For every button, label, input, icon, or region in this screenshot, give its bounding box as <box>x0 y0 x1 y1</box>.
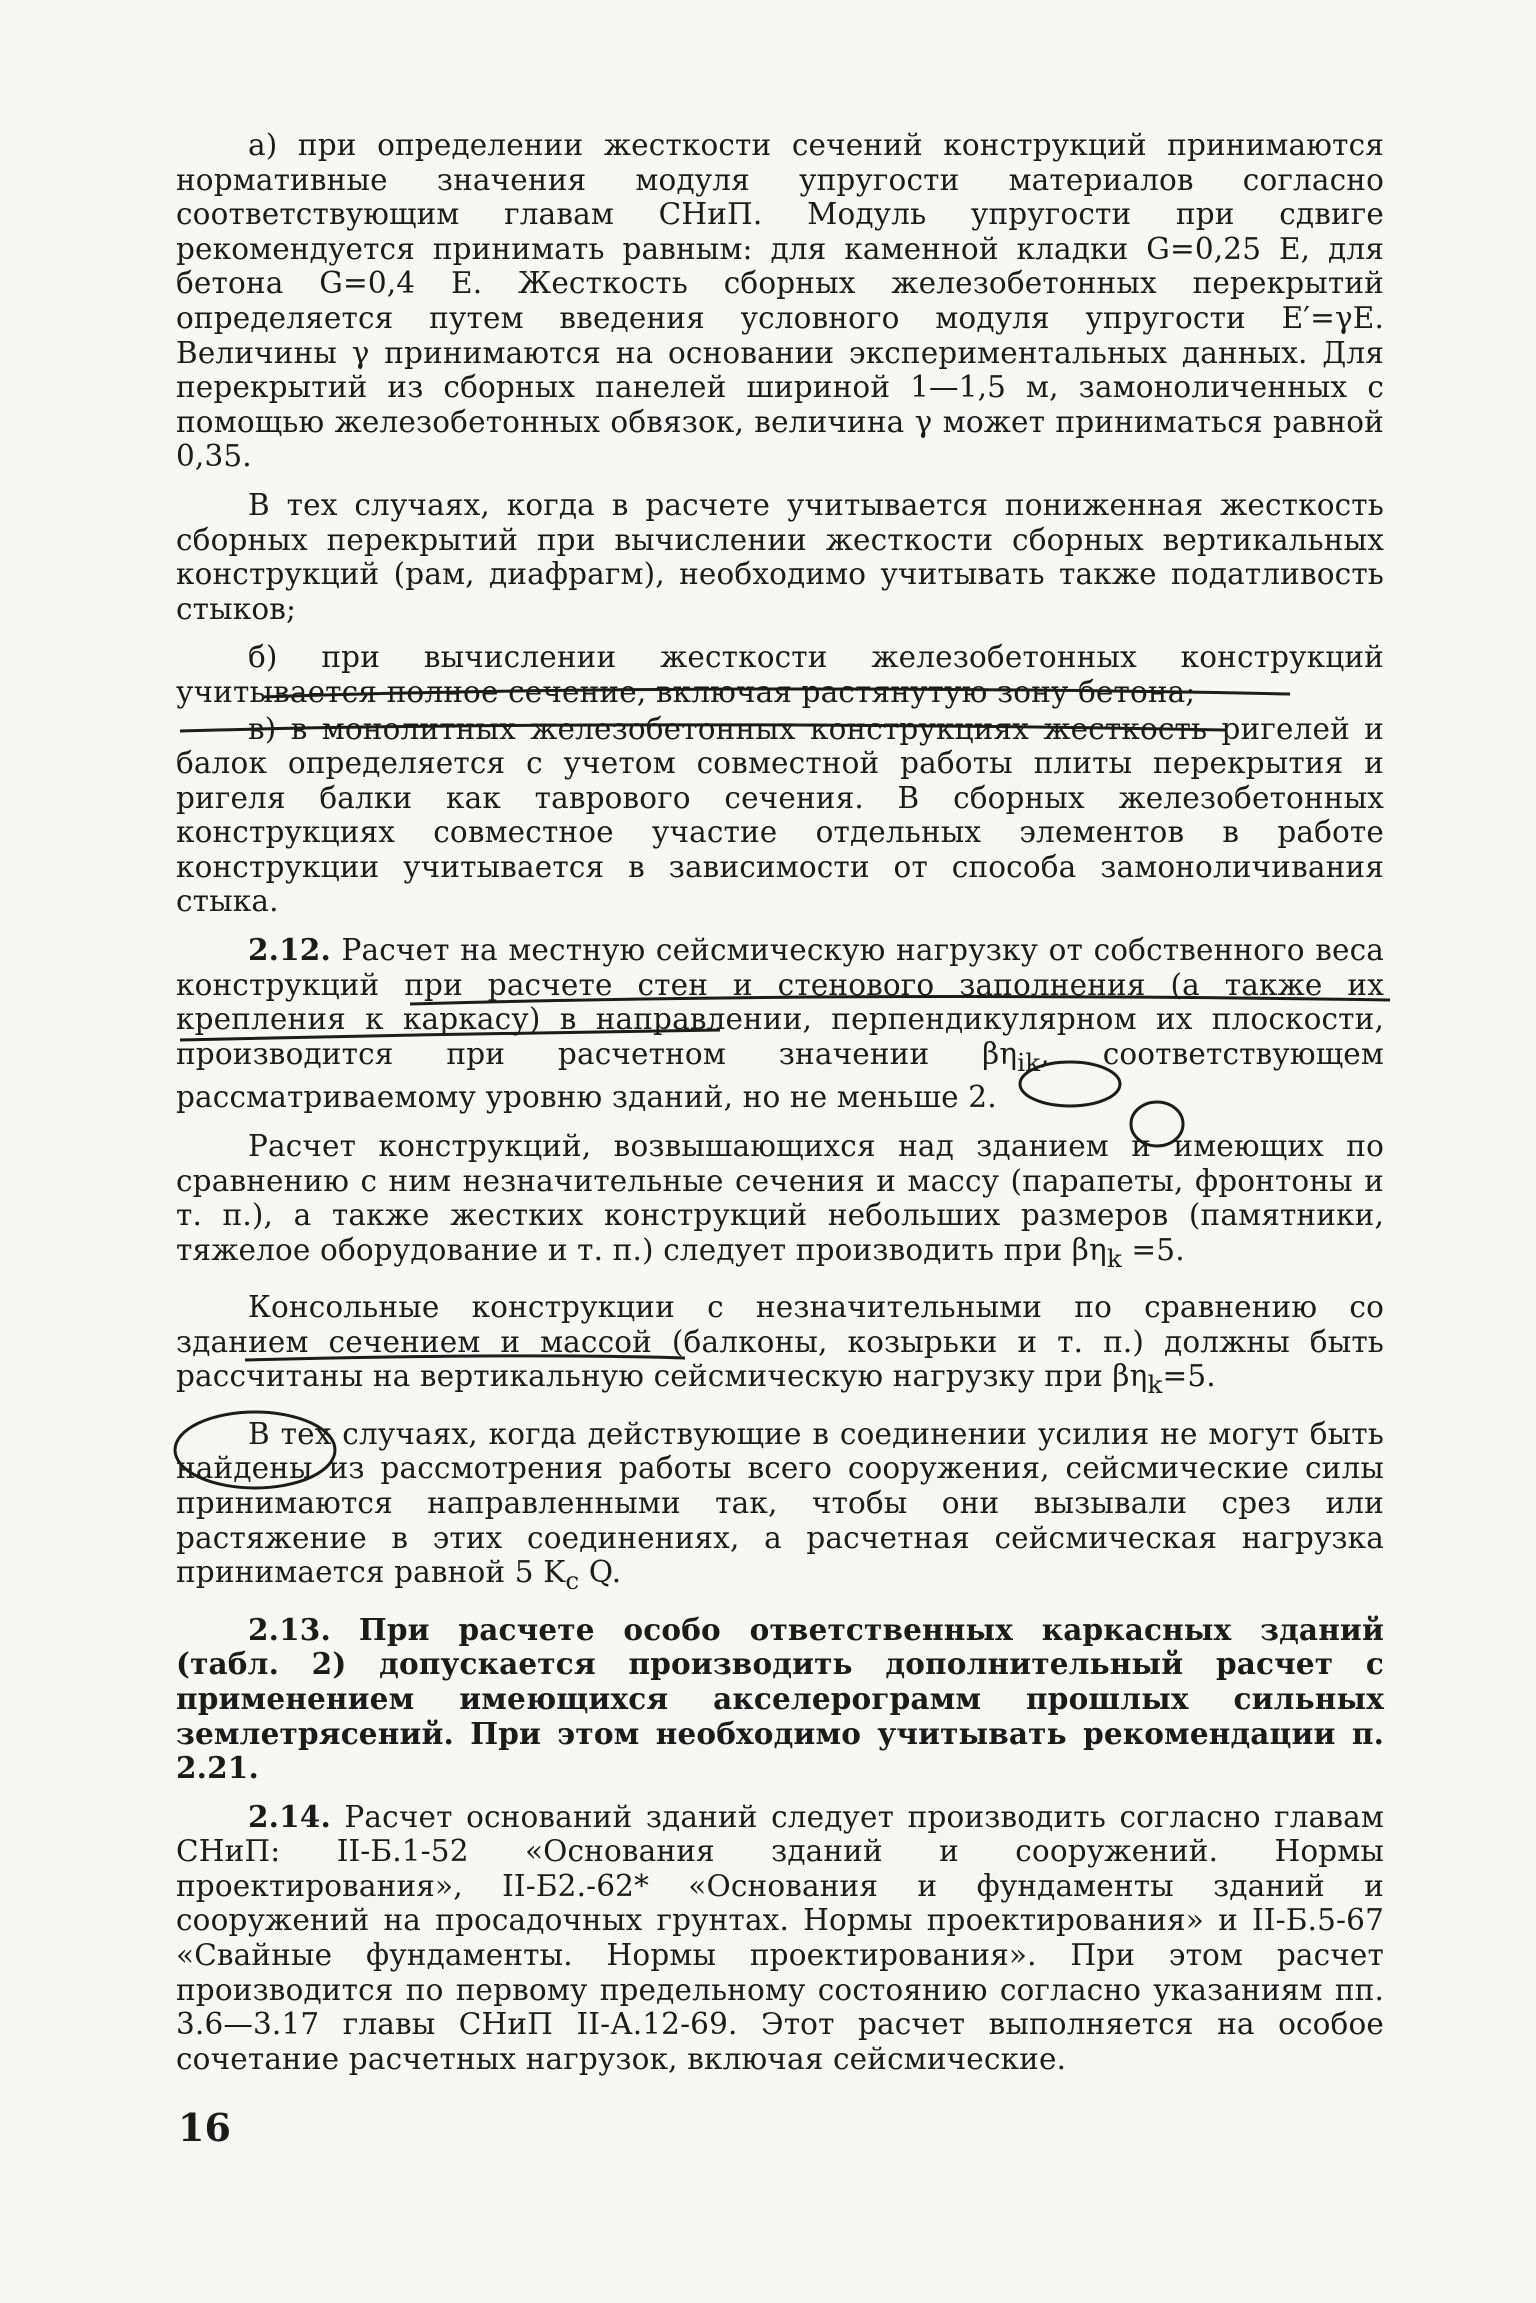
paragraph-a: а) при определении жесткости сечений конструкций принимаются нормативные значения модуля упругости материалов согласно соответствующим главам СНиП. Модуль упругости при сдвиге рекомендуется принимать равным: для каменной кладки G=0,25 E, для бетона G=0,4 E. Жесткость сборных железобетонных перекрытий определяется путем введения условного модуля упругости E′=γE. Величины γ принимаются на основании экспериментальных данных. Для перекрытий из сборных панелей шириной 1—1,5 м, замоноличенных с помощью железобетонных обвязок, величина γ может приниматься равной 0,35. <box>176 128 1384 474</box>
document-page <box>176 128 1384 2090</box>
paragraph-v: в) в монолитных железобетонных конструкциях жесткость ригелей и балок определяется с учетом совместной работы плиты перекрытия и ригеля балки как таврового сечения. В сборных железобетонных конструкциях совместное участие отдельных элементов в работе конструкции учитывается в зависимости от способа замоноличивания стыка. <box>176 711 1384 919</box>
paragraph-cantilever <box>176 1290 1384 1403</box>
section-text: При расчете особо ответственных каркасных зданий (табл. 2) допускается производить дополнительный расчет с применением имеющихся акселерограмм прошлых сильных землетрясений. При этом необходимо учитывать рекомендации п. 2.21. <box>176 1611 1384 1786</box>
section-number: 2.13. <box>248 1611 331 1647</box>
section-2-14 <box>176 1800 1384 2077</box>
subscript: ik <box>1017 1047 1041 1077</box>
section-2-12 <box>176 933 1384 1115</box>
paragraph-b-crossed-out: б) при вычислении жесткости железобетонных конструкций учитывается полное сечение, включая растянутую зону бетона; <box>176 640 1384 709</box>
paragraph-tail: =5. <box>1121 1232 1185 1267</box>
paragraph-text: Консольные конструкции с незначительными по сравнению со зданием сечением и массой (балконы, козырьки и т. п.) должны быть рассчитаны на вертикальную сейсмическую нагрузку при βη <box>176 1290 1384 1394</box>
paragraph-text: Расчет конструкций, возвышающихся над зданием и имеющих по сравнению с ним незначительные сечения и массу (парапеты, фронтоны и т. п.), а также жестких конструкций небольших размеров (памятники, тяжелое оборудование и т. п.) следует производить при βη <box>176 1128 1384 1267</box>
section-2-13 <box>176 1613 1384 1786</box>
paragraph-text: В тех случаях, когда действующие в соединении усилия не могут быть найдены из рассмотрения работы всего сооружения, сейсмические силы принимаются направленными так, чтобы они вызывали срез или растяжение в этих соединениях, а расчетная сейсмическая нагрузка принимается равной 5 K <box>176 1416 1384 1590</box>
paragraph-tail: Q. <box>579 1555 622 1590</box>
paragraph-stiffness-reduced: В тех случаях, когда в расчете учитывается пониженная жесткость сборных перекрытий при вычислении жесткости сборных вертикальных конструкций (рам, диафрагм), необходимо учитывать также податливость стыков; <box>176 487 1384 626</box>
paragraph-connections <box>176 1417 1384 1599</box>
section-text: Расчет на местную сейсмическую нагрузку от собственного веса конструкций при расчете стен и стенового заполнения (а также их крепления к каркасу) в направлении, перпендикулярном их плоскости, производится при расчетном значении βη <box>176 933 1384 1071</box>
subscript: c <box>565 1566 580 1596</box>
subscript: k <box>1106 1243 1122 1273</box>
page-number: 16 <box>178 2105 231 2150</box>
paragraph-tail: =5. <box>1162 1359 1216 1394</box>
section-number: 2.14. <box>248 1798 331 1834</box>
section-text: Расчет оснований зданий следует производить согласно главам СНиП: II-Б.1-52 «Основания зданий и сооружений. Нормы проектирования», II-Б2.-62* «Основания и фундаменты зданий и сооружений на просадочных грунтах. Нормы проектирования» и II-Б.5-67 «Свайные фундаменты. Нормы проектирования». При этом расчет производится по первому предельному состоянию согласно указаниям пп. 3.6—3.17 главы СНиП II-А.12-69. Этот расчет выполняется на особое сочетание расчетных нагрузок, включая сейсмические. <box>176 1799 1385 2076</box>
section-number: 2.12. <box>248 932 331 968</box>
paragraph-elevated-structures <box>176 1129 1384 1276</box>
subscript: k <box>1147 1370 1163 1400</box>
section-text-tail: , соответствующем рассматриваемому уровню зданий, но не меньше 2. <box>176 1036 1385 1115</box>
